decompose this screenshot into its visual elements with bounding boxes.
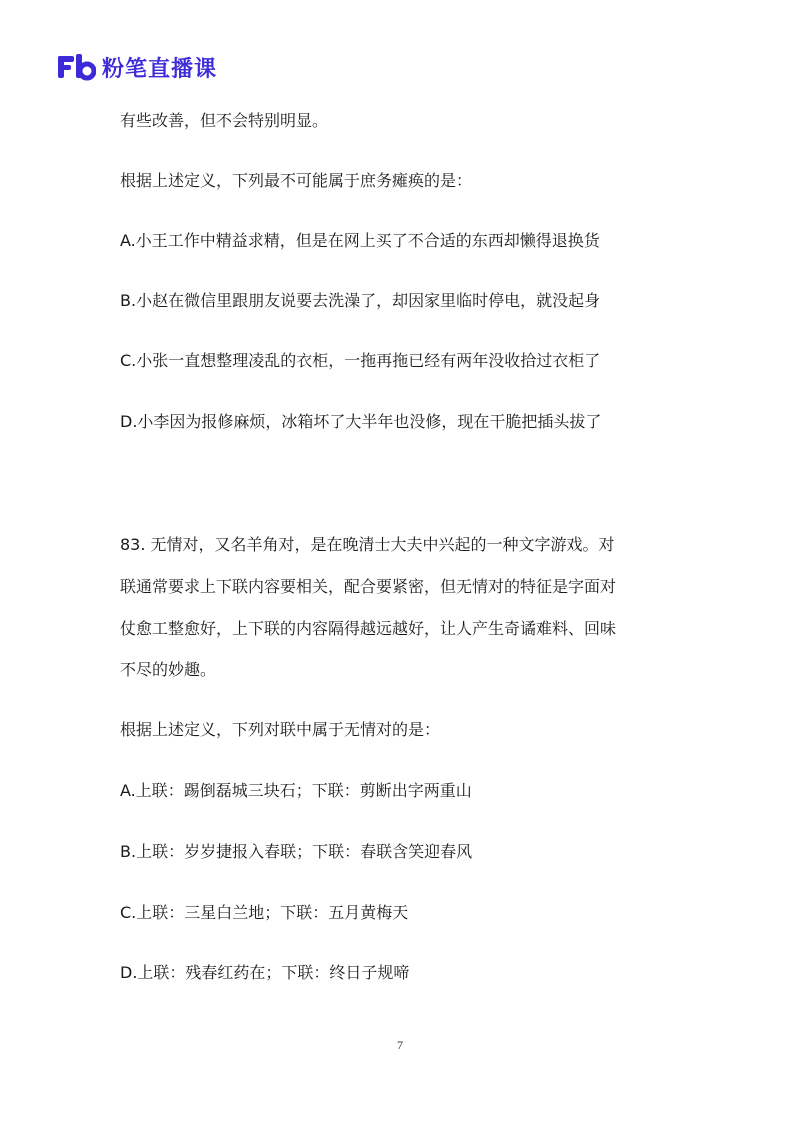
q83-stem-line: 83. 无情对，又名羊角对，是在晚清士大夫中兴起的一种文字游戏。对 <box>120 535 615 554</box>
q83-option-c: C.上联：三星白兰地；下联：五月黄梅天 <box>120 903 409 922</box>
q83-prompt: 根据上述定义，下列对联中属于无情对的是： <box>120 720 441 739</box>
q82-option-a: A.小王工作中精益求精，但是在网上买了不合适的东西却懒得退换货 <box>120 231 600 250</box>
page-number: 7 <box>397 1038 403 1052</box>
q83-option-a: A.上联：踢倒磊城三块石；下联：剪断出字两重山 <box>120 781 472 800</box>
q83-stem-line: 不尽的妙趣。 <box>120 660 217 679</box>
brand-name: 粉笔直播课 <box>102 56 218 82</box>
q83-option-b: B.上联：岁岁捷报入春联；下联：春联含笑迎春风 <box>120 842 473 861</box>
q82-option-c: C.小张一直想整理凌乱的衣柜，一拖再拖已经有两年没收拾过衣柜了 <box>120 351 601 370</box>
q82-prompt: 根据上述定义，下列最不可能属于庶务瘫痪的是： <box>120 171 473 190</box>
q83-stem-line: 仗愈工整愈好，上下联的内容隔得越远越好，让人产生奇谲难料、回味 <box>120 619 617 638</box>
header <box>56 50 217 84</box>
q83-stem-line: 联通常要求上下联内容要相关，配合要紧密，但无情对的特征是字面对 <box>120 577 617 596</box>
fb-logo-icon <box>56 52 96 82</box>
q82-option-d: D.小李因为报修麻烦，冰箱坏了大半年也没修，现在干脆把插头拔了 <box>120 412 602 431</box>
q82-option-b: B.小赵在微信里跟朋友说要去洗澡了，却因家里临时停电，就没起身 <box>120 291 601 310</box>
q83-option-d: D.上联：残春红药在；下联：终日子规啼 <box>120 963 410 982</box>
carry-over-text: 有些改善，但不会特别明显。 <box>120 111 329 130</box>
